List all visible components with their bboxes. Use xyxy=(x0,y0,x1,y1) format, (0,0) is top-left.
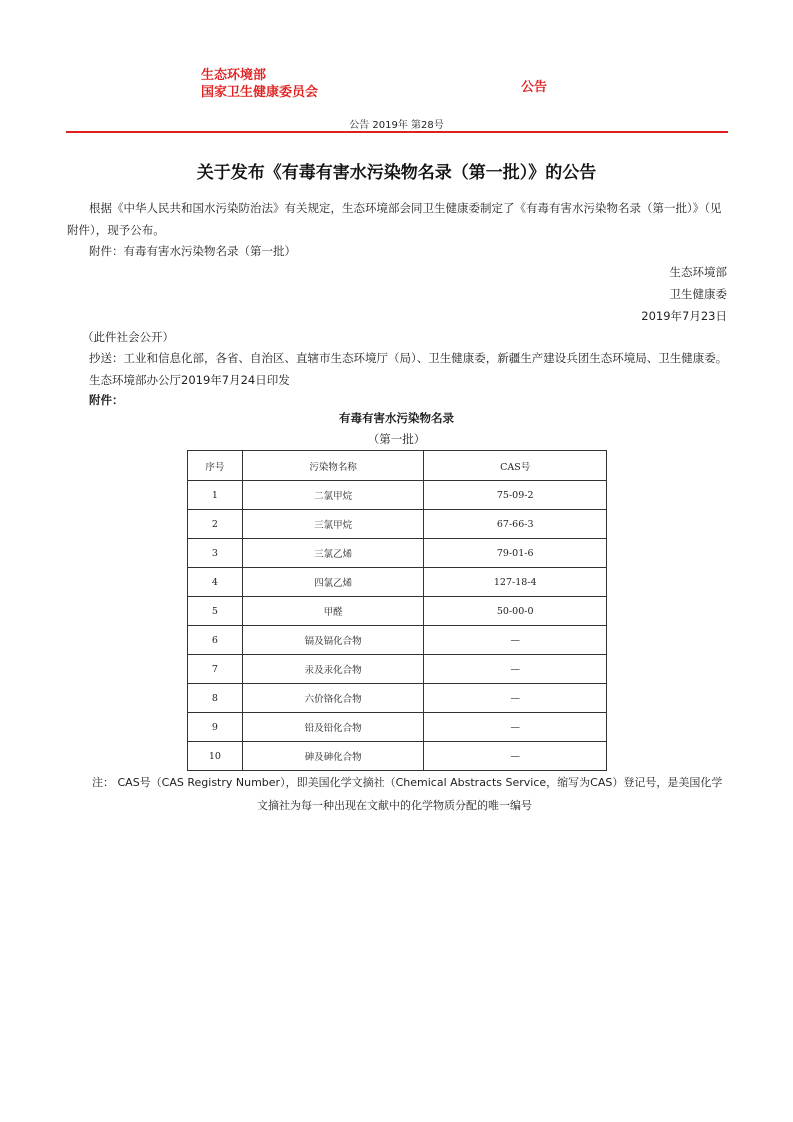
signature-org-2: 卫生健康委 xyxy=(669,287,727,301)
cas-note-line-2: 文摘社为每一种出现在文献中的化学物质分配的唯一编号 xyxy=(257,799,532,812)
table-row xyxy=(188,510,607,539)
table-row xyxy=(188,597,607,626)
table-row xyxy=(188,684,607,713)
cell-name: 二氯甲烷 xyxy=(242,481,424,510)
cell-cas: — xyxy=(424,713,607,742)
cell-cas: 50-00-0 xyxy=(424,597,607,626)
pollutant-table xyxy=(187,450,607,771)
cell-index: 5 xyxy=(188,597,243,626)
cell-cas: 67-66-3 xyxy=(424,510,607,539)
header-name: 污染物名称 xyxy=(242,451,424,481)
attachment-note: 附件：有毒有害水污染物名录（第一批） xyxy=(89,244,296,258)
table-row xyxy=(188,713,607,742)
signature-org-1: 生态环境部 xyxy=(669,265,727,279)
list-title: 有毒有害水污染物名录 xyxy=(339,411,454,425)
table-row xyxy=(188,568,607,597)
list-subtitle: （第一批） xyxy=(367,432,426,446)
cell-index: 9 xyxy=(188,713,243,742)
issuer-health-commission: 国家卫生健康委员会 xyxy=(201,85,319,100)
table-row xyxy=(188,742,607,771)
cell-name: 三氯甲烷 xyxy=(242,510,424,539)
cell-index: 1 xyxy=(188,481,243,510)
public-disclosure-note: （此件社会公开） xyxy=(82,330,174,344)
document-type: 公告 xyxy=(521,80,548,95)
cell-cas: — xyxy=(424,655,607,684)
table-row xyxy=(188,481,607,510)
cell-index: 10 xyxy=(188,742,243,771)
cell-name: 汞及汞化合物 xyxy=(242,655,424,684)
attachment-label: 附件： xyxy=(89,393,124,407)
cas-note-line-1: 注： CAS号（CAS Registry Number），即美国化学文摘社（Chemical Abstracts Service，缩写为CAS）登记号，是美国化学 xyxy=(92,776,723,789)
cell-index: 4 xyxy=(188,568,243,597)
cell-name: 铅及铅化合物 xyxy=(242,713,424,742)
cell-name: 镉及镉化合物 xyxy=(242,626,424,655)
signature-date: 2019年7月23日 xyxy=(641,309,727,323)
cell-index: 8 xyxy=(188,684,243,713)
cell-name: 四氯乙烯 xyxy=(242,568,424,597)
body-paragraph: 根据《中华人民共和国水污染防治法》有关规定，生态环境部会同卫生健康委制定了《有毒有害水污染物名录（第一批）》（见附件），现予公布。 xyxy=(67,201,722,237)
table-row xyxy=(188,626,607,655)
cc-list: 抄送：工业和信息化部，各省、自治区、直辖市生态环境厅（局）、卫生健康委，新疆生产建设兵团生态环境局、卫生健康委。 xyxy=(89,351,728,365)
table-row xyxy=(188,539,607,568)
cell-index: 2 xyxy=(188,510,243,539)
cell-cas: — xyxy=(424,684,607,713)
header-index: 序号 xyxy=(188,451,243,481)
issuer-ministry-ecology: 生态环境部 xyxy=(201,68,267,83)
cell-cas: 79-01-6 xyxy=(424,539,607,568)
cell-name: 三氯乙烯 xyxy=(242,539,424,568)
cell-cas: 75-09-2 xyxy=(424,481,607,510)
red-divider xyxy=(66,131,728,133)
header-cas: CAS号 xyxy=(424,451,607,481)
page-title: 关于发布《有毒有害水污染物名录（第一批）》的公告 xyxy=(196,163,597,183)
cell-index: 3 xyxy=(188,539,243,568)
table-row xyxy=(188,655,607,684)
cell-index: 7 xyxy=(188,655,243,684)
document-number: 公告 2019年 第28号 xyxy=(349,120,444,131)
cell-cas: — xyxy=(424,742,607,771)
cell-name: 甲醛 xyxy=(242,597,424,626)
cell-name: 六价铬化合物 xyxy=(242,684,424,713)
cell-cas: — xyxy=(424,626,607,655)
cell-index: 6 xyxy=(188,626,243,655)
print-info: 生态环境部办公厅2019年7月24日印发 xyxy=(89,373,290,387)
table-header-row xyxy=(188,451,607,481)
cell-cas: 127-18-4 xyxy=(424,568,607,597)
cell-name: 砷及砷化合物 xyxy=(242,742,424,771)
